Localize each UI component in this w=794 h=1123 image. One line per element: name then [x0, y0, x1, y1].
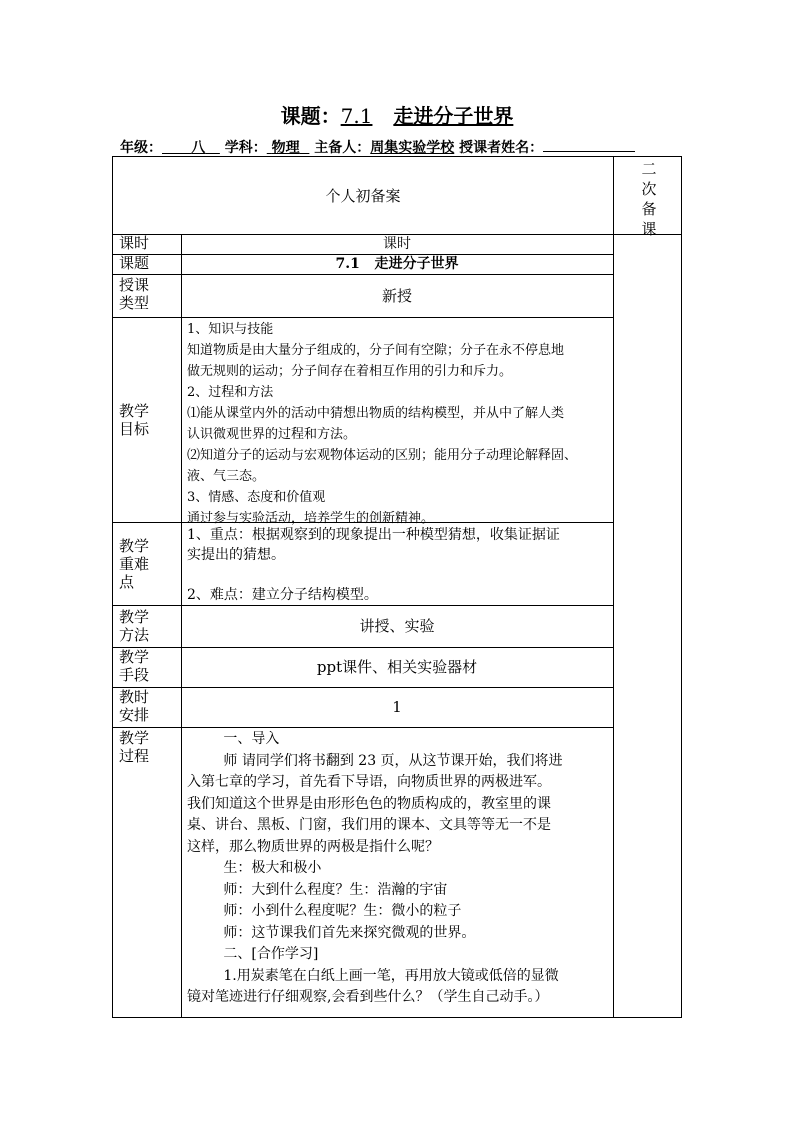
teacher-label: 授课者姓名： [459, 140, 544, 156]
personal-plan-header: 个人初备案 [325, 186, 401, 205]
topic-label: 课题 [119, 254, 150, 272]
type-label: 授课 类型 [119, 276, 150, 312]
keypoints-content: 1、重点：根据观察到的现象提出一种模型猜想，收集证据证 实提出的猜想。 2、难点：建立分子结构模型。 [187, 527, 560, 603]
title-prefix: 课题： [280, 104, 341, 128]
meta-line [120, 137, 635, 157]
means-value: ppt课件、相关实验器材 [316, 658, 478, 676]
teacher-blank [543, 137, 635, 152]
grade-label: 年级： [120, 140, 162, 156]
period-label: 课时 [119, 234, 150, 252]
topic-value: 7.1 走进分子世界 [335, 256, 459, 272]
preparer-value: 周集实验学校 [370, 140, 455, 156]
hours-label: 教时 安排 [119, 688, 150, 724]
grade-value: 八 [191, 140, 206, 156]
subject-label: 学科： [224, 140, 267, 156]
subject-value: 物理 [271, 140, 300, 156]
hours-value: 1 [392, 698, 402, 716]
secondary-plan-header: 二 次 备 课 [641, 160, 657, 238]
lesson-plan-table [112, 156, 682, 1018]
process-content: 一、导入 师 请同学们将书翻到 23 页，从这节课开始，我们将进 入第七章的学习，首先看下导语，向物质世界的两极进军。 我们知道这个世界是由形形色色的物质构成的，教室里的课 桌、讲台、黑板、门窗，我们用的课本、文具等等无一不是 这样，那么物质世界的两极是指什么呢？ 生：极大和极小 师：大到什么程度？生：浩瀚的宇宙 师：小到什么程度呢？生：微小的粒子 师：这节课我们首先来探究微观的世界。 二、[合作学习] 1.用炭素笔在白纸上画一笔，再用放大镜或低倍的显微 镜对笔迹进行仔细观察,会看到些什么？（学生自己动手。） [187, 731, 563, 1005]
page-title [0, 100, 794, 129]
goals-label: 教学 目标 [119, 401, 150, 438]
preparer-label: 主备人： [314, 140, 371, 156]
type-value: 新授 [381, 286, 412, 305]
process-label: 教学 过程 [119, 729, 150, 765]
method-label: 教学 方法 [119, 608, 150, 644]
means-label: 教学 手段 [119, 648, 150, 684]
keypoints-label: 教学 重难 点 [119, 537, 150, 591]
goals-content: 1、知识与技能 知道物质是由大量分子组成的，分子间有空隙；分子在永不停息地 做无规则的运动；分子间存在着相互作用的引力和斥力。 2、过程和方法 ⑴能从课堂内外的活动中猜想出物质的结构模型，并从中了解人类 认识微观世界的过程和方法。 ⑵知道分子的运动与宏观物体运动的区别；能用分子动理论解释固、 液、气三态。 3、情感、态度和价值观 通过参与实验活动，培养学生的创新精神。 [187, 322, 578, 526]
lesson-name: 走进分子世界 [393, 104, 514, 128]
lesson-number: 7.1 [340, 104, 373, 128]
period-value: 课时 [383, 236, 411, 252]
method-value: 讲授、实验 [359, 617, 435, 635]
